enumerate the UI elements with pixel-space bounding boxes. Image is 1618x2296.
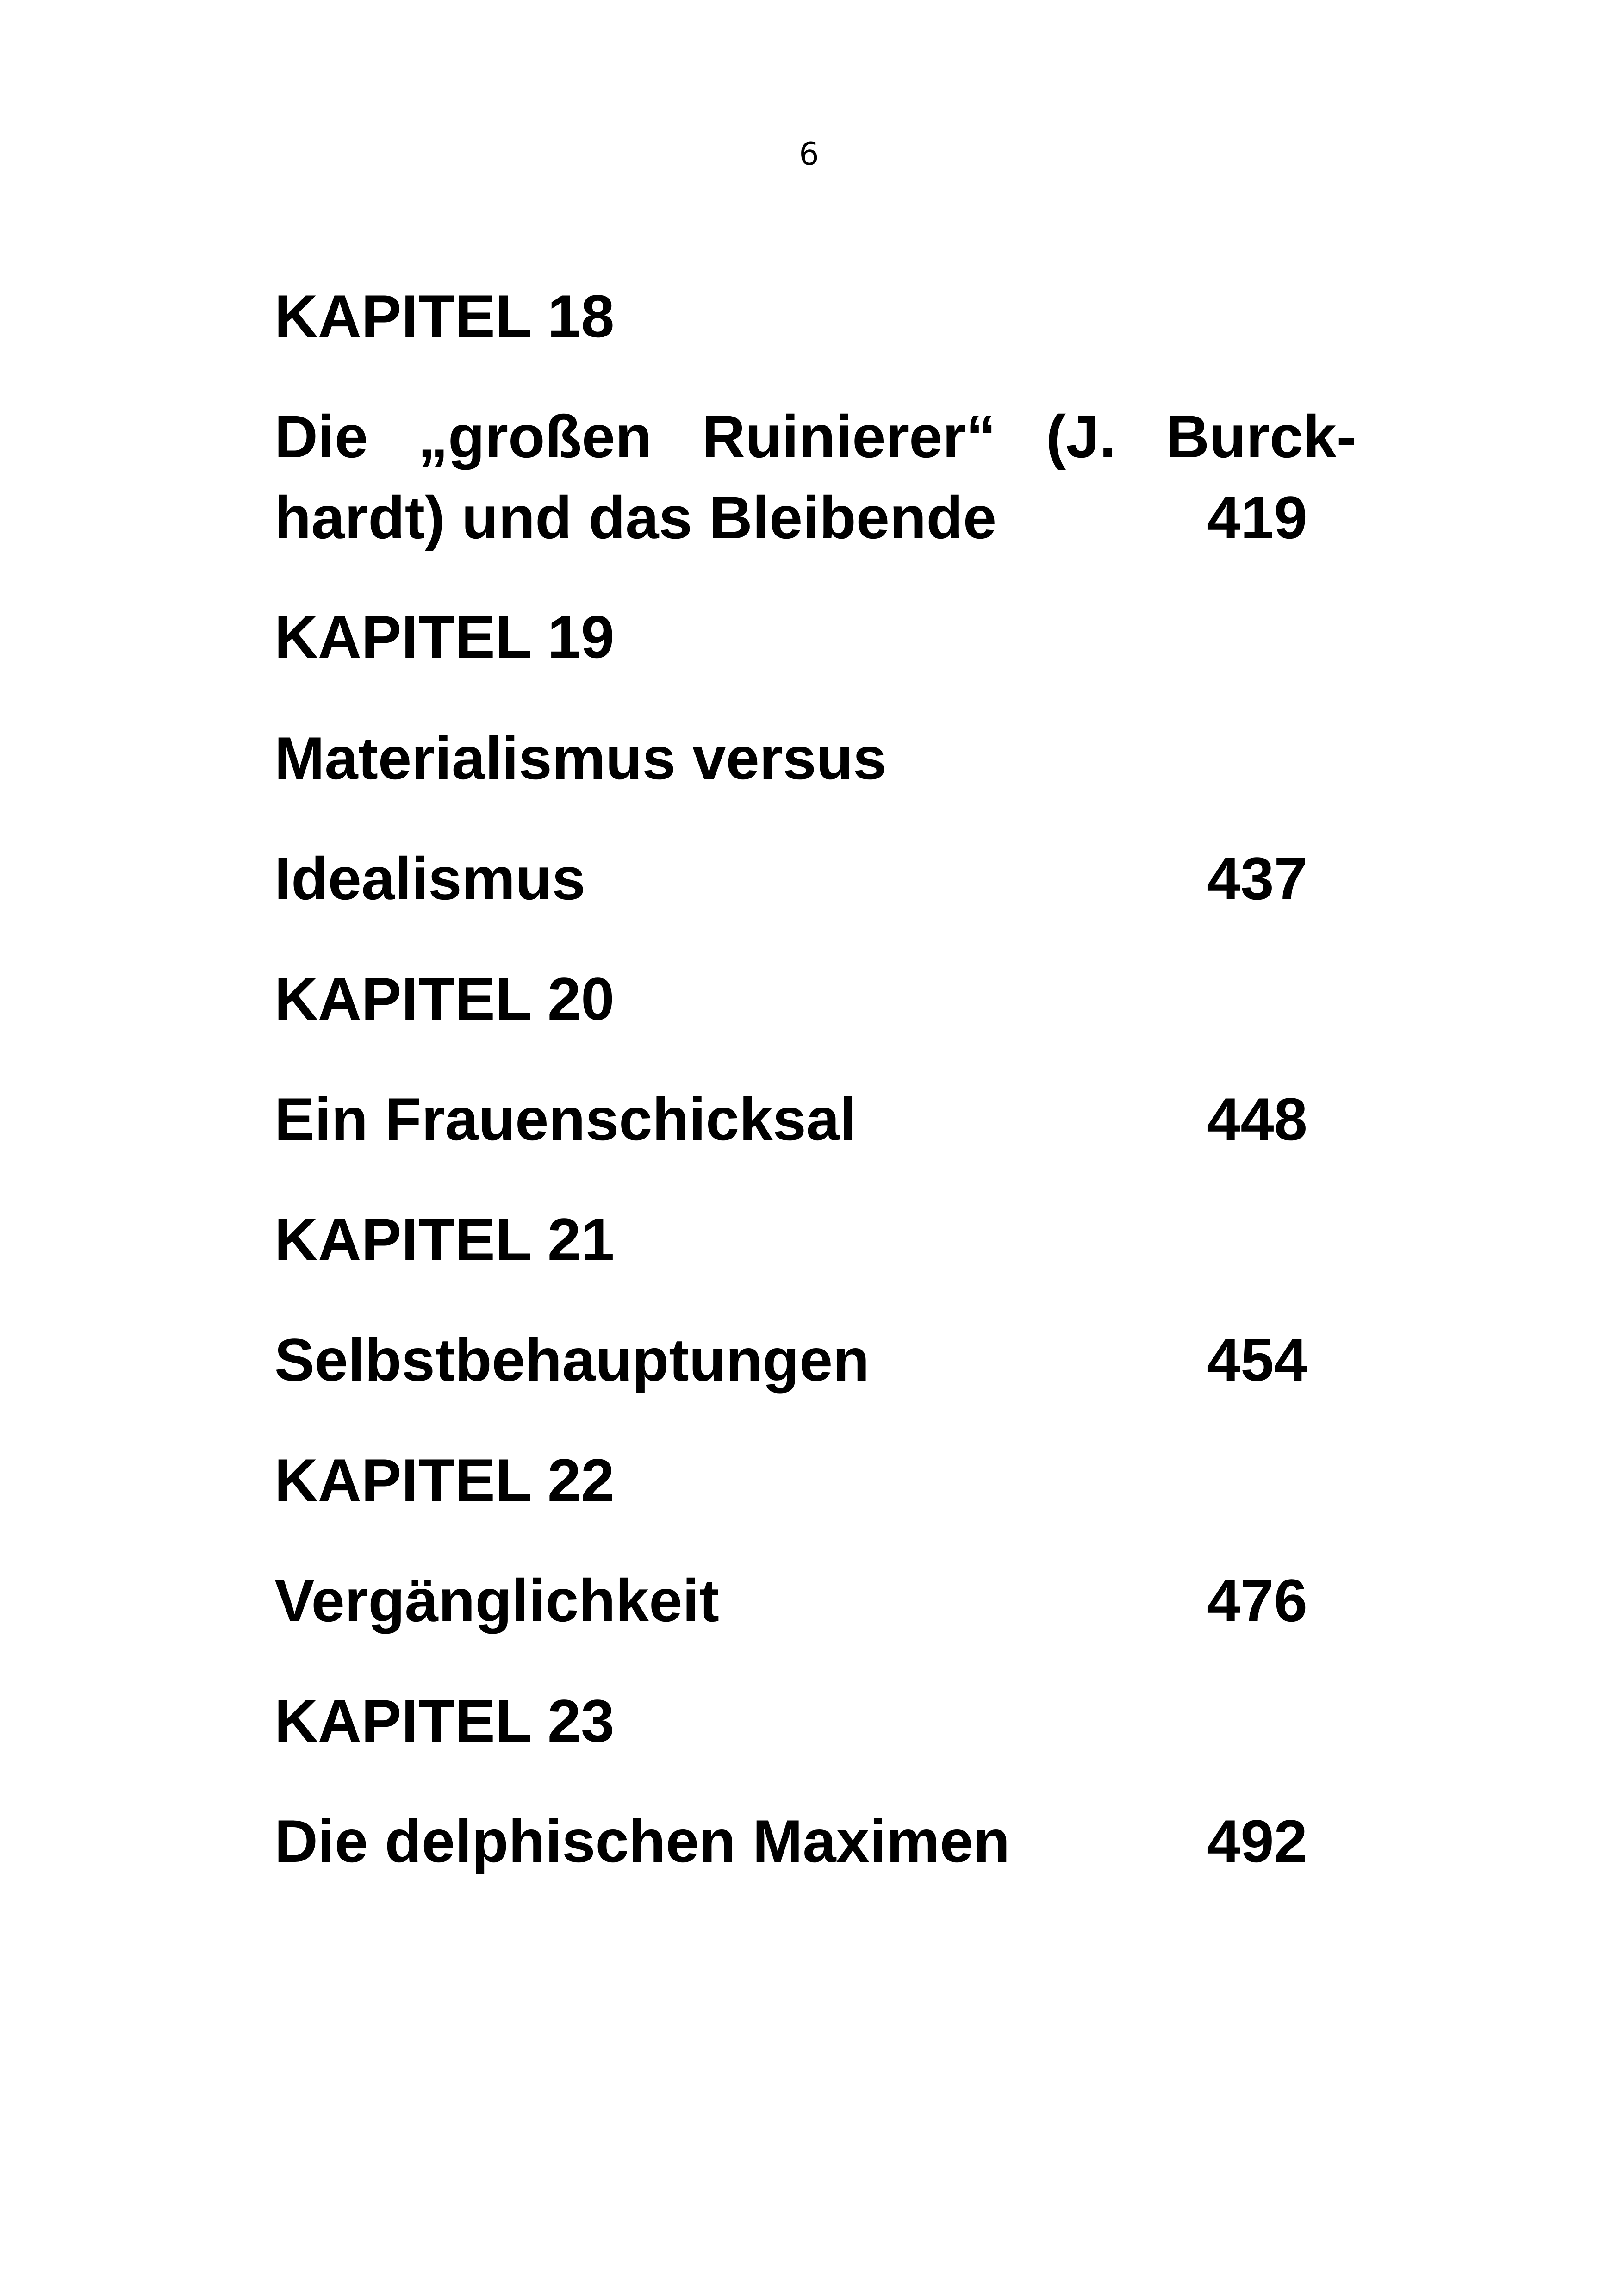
title-word: Die — [274, 403, 368, 470]
chapter-heading-20: KAPITEL 20 — [274, 965, 615, 1033]
chapter-heading-23: KAPITEL 23 — [274, 1687, 615, 1755]
chapter-heading-22: KAPITEL 22 — [274, 1446, 615, 1514]
chapter-page-19: 437 — [1207, 845, 1307, 912]
chapter-page-20: 448 — [1207, 1085, 1307, 1153]
title-word: „großen — [418, 403, 652, 470]
chapter-page-23: 492 — [1207, 1807, 1307, 1875]
chapter-page-22: 476 — [1207, 1567, 1307, 1634]
chapter-title-22: Vergänglichkeit — [274, 1567, 719, 1634]
chapter-title-21: Selbstbehauptungen — [274, 1326, 870, 1394]
chapter-page-18: 419 — [1207, 484, 1307, 551]
title-word: (J. — [1045, 403, 1116, 470]
chapter-page-21: 454 — [1207, 1326, 1307, 1394]
chapter-heading-18: KAPITEL 18 — [274, 282, 615, 350]
chapter-heading-21: KAPITEL 21 — [274, 1206, 615, 1273]
chapter-title-23: Die delphischen Maximen — [274, 1807, 1010, 1875]
title-word: Burck- — [1166, 403, 1357, 470]
chapter-title-18-line1 — [274, 403, 1357, 470]
chapter-title-19-line2: Idealismus — [274, 845, 585, 912]
chapter-title-19-line1: Materialismus versus — [274, 724, 887, 792]
page-number: 6 — [799, 136, 819, 173]
chapter-heading-19: KAPITEL 19 — [274, 603, 615, 671]
chapter-title-20: Ein Frauenschicksal — [274, 1085, 857, 1153]
title-word: Ruinierer“ — [702, 403, 996, 470]
chapter-title-18-line2: hardt) und das Bleibende — [274, 484, 997, 551]
